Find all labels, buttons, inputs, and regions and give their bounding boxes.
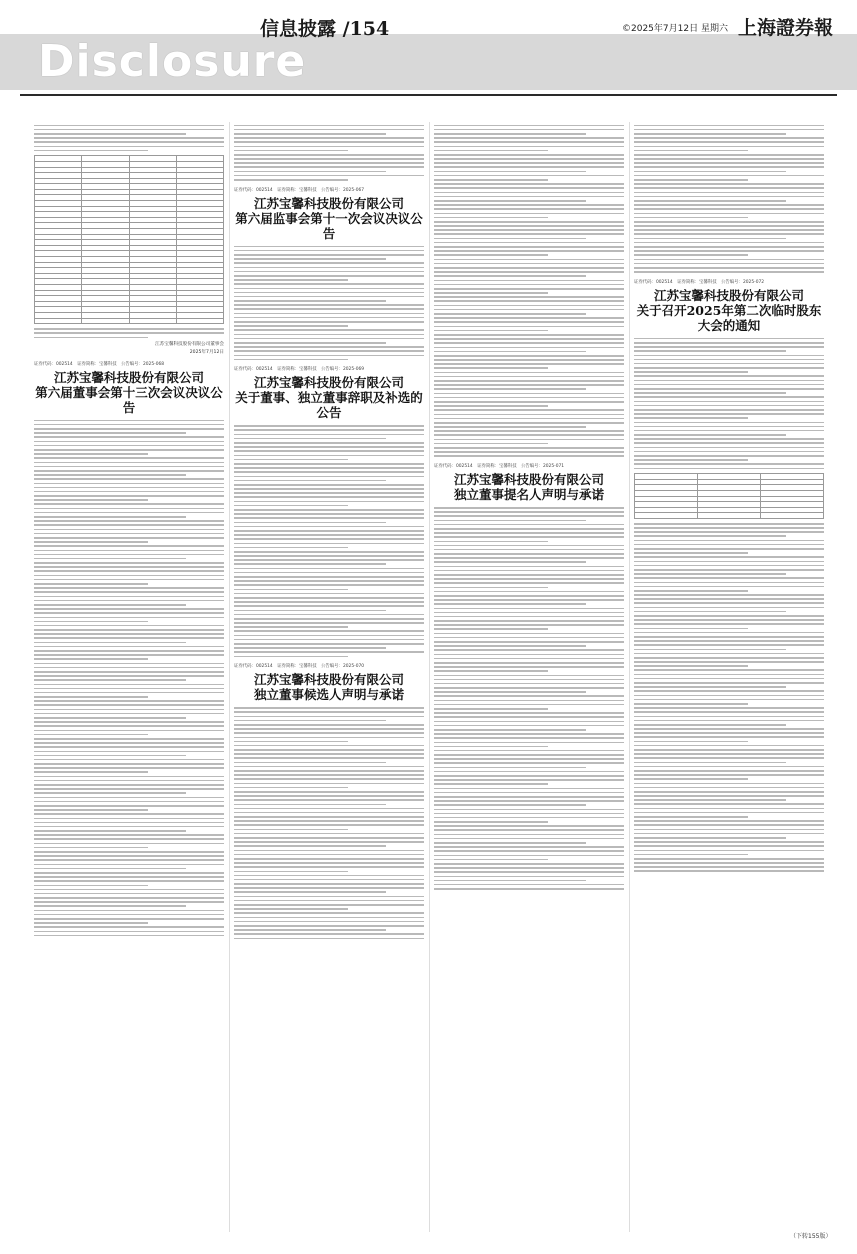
notice-title: 江苏宝馨科技股份有限公司 — [253, 375, 404, 391]
notice-meta: 证券代码：002514 证券简称：宝馨科技 公告编号：2025-071 — [434, 464, 565, 469]
notice-title: 江苏宝馨科技股份有限公司 — [53, 369, 204, 385]
column-4 — [634, 122, 824, 1232]
notice-meta: 证券代码：002514 证券简称：宝馨科技 公告编号：2025-069 — [234, 367, 365, 373]
notice-subtitle: 第六届董事会第十三次会议决议公告 — [35, 384, 223, 415]
column-divider — [429, 122, 430, 1232]
masthead — [0, 0, 857, 118]
proposal-table — [634, 473, 824, 519]
notice-nominator-statement — [434, 463, 624, 502]
notice-subtitle: 独立董事提名人声明与承诺 — [453, 487, 604, 502]
notice-supervisory-resolution — [234, 187, 424, 241]
column-2 — [234, 122, 424, 1232]
notice-candidate-statement — [234, 663, 424, 702]
disclosure-banner — [0, 34, 857, 90]
column-divider — [229, 122, 230, 1232]
notice-shareholder-meeting — [634, 279, 824, 333]
issue-date: ©2025年7月12日 星期六 — [622, 24, 728, 34]
notice-title: 江苏宝馨科技股份有限公司 — [253, 195, 404, 211]
notice-meta: 证券代码：002514 证券简称：宝馨科技 公告编号：2025-070 — [234, 664, 365, 670]
notice-director-resignation — [234, 366, 424, 420]
notice-board-resolution — [34, 361, 224, 415]
column-divider — [629, 122, 630, 1232]
signature: 江苏宝馨科技股份有限公司董事会 — [155, 341, 224, 347]
notice-title: 江苏宝馨科技股份有限公司 — [653, 287, 804, 303]
director-table — [34, 155, 224, 324]
column-1 — [34, 122, 224, 1232]
continued-note: （下转155版） — [790, 1233, 832, 1240]
notice-subtitle: 关于召开2025年第二次临时股东大会的通知 — [636, 302, 822, 333]
notice-title: 江苏宝馨科技股份有限公司 — [253, 672, 404, 688]
brand-wordmark: Disclosure — [38, 36, 307, 87]
notice-subtitle: 关于董事、独立董事辞职及补选的公告 — [235, 390, 423, 421]
notice-meta: 证券代码：002514 证券简称：宝馨科技 公告编号：2025-067 — [234, 187, 365, 193]
notice-meta: 证券代码：002514 证券简称：宝馨科技 公告编号：2025-068 — [34, 361, 165, 367]
column-3 — [434, 122, 624, 1232]
section-title: 信息披露 /154 — [260, 18, 390, 40]
header-rule — [20, 94, 837, 96]
notice-meta: 证券代码：002514 证券简称：宝馨科技 公告编号：2025-072 — [634, 279, 765, 285]
newspaper-name: 上海證券報 — [738, 17, 834, 39]
notice-subtitle: 独立董事候选人声明与承诺 — [253, 687, 404, 703]
notice-subtitle: 第六届监事会第十一次会议决议公告 — [235, 210, 423, 241]
signature-date: 2025年7月12日 — [189, 349, 224, 355]
notice-title: 江苏宝馨科技股份有限公司 — [453, 472, 604, 487]
